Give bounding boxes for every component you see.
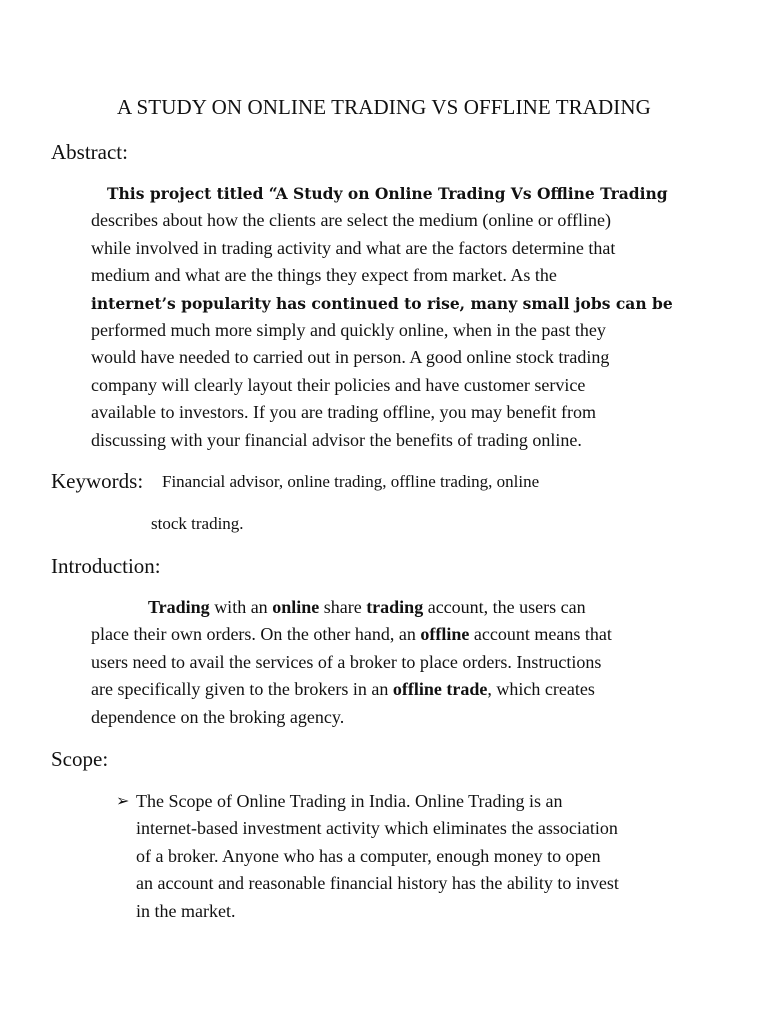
abstract-line (91, 290, 711, 317)
introduction-line-segment: users need to avail the services of a broker to place orders. Instructions (91, 651, 602, 672)
abstract-paragraph (91, 180, 711, 454)
introduction-line (91, 621, 711, 648)
abstract-line-segment: while involved in trading activity and what are the factors determine that (91, 237, 616, 258)
introduction-line (91, 676, 711, 703)
abstract-line-segment: describes about how the clients are select the medium (online or offline) (91, 210, 611, 231)
introduction-line (91, 649, 711, 676)
introduction-line-segment: account means that (469, 624, 612, 645)
scope-bullet-line: The Scope of Online Trading in India. Online Trading is an (136, 791, 563, 811)
introduction-line-segment: trading (366, 597, 424, 617)
scope-bullet-item (116, 788, 696, 925)
abstract-line (91, 235, 711, 262)
introduction-line-segment: offline trade (392, 679, 488, 700)
scope-bullet-line: an account and reasonable financial history has the ability to invest (136, 873, 619, 894)
abstract-line-segment: would have needed to carried out in person. A good online stock trading (91, 347, 610, 368)
abstract-heading: Abstract: (51, 140, 128, 164)
scope-bullet-line: of a broker. Anyone who has a computer, enough money to open (136, 845, 601, 866)
introduction-line-segment: Trading (148, 597, 210, 617)
introduction-heading: Introduction: (51, 554, 161, 578)
introduction-line-segment: online (272, 597, 320, 617)
abstract-line-segment: available to investors. If you are trading offline, you may benefit from (91, 402, 597, 423)
introduction-line-segment: offline (420, 624, 470, 645)
abstract-line-segment: medium and what are the things they expect from market. As the (91, 265, 557, 286)
introduction-line (91, 704, 711, 731)
abstract-line (91, 372, 711, 399)
introduction-paragraph (91, 594, 711, 731)
keywords-heading: Keywords: (51, 469, 144, 493)
abstract-line (91, 427, 711, 454)
scope-bullet-line: internet-based investment activity which eliminates the association (136, 818, 618, 839)
abstract-line-segment: performed much more simply and quickly online, when in the past they (91, 320, 606, 341)
introduction-line-segment: place their own orders. On the other hand, an (91, 624, 421, 645)
abstract-line (91, 317, 711, 344)
introduction-line-segment: with an (209, 597, 273, 617)
introduction-line-segment: , which creates (487, 679, 595, 700)
abstract-line (91, 344, 711, 371)
scope-heading: Scope: (51, 747, 109, 771)
abstract-line (91, 180, 711, 207)
arrow-bullet-icon: ➢ (116, 793, 130, 810)
scope-bullet-list (116, 788, 696, 925)
scope-bullet-line: in the market. (136, 900, 236, 921)
abstract-line (91, 399, 711, 426)
abstract-line (91, 207, 711, 234)
abstract-line-segment: discussing with your financial advisor the benefits of trading online. (91, 429, 582, 450)
abstract-line (91, 262, 711, 289)
document-title: A STUDY ON ONLINE TRADING VS OFFLINE TRADING (117, 95, 651, 119)
introduction-line-segment: dependence on the broking agency. (91, 706, 345, 727)
abstract-line-segment: This project titled “A Study on Online Trading Vs Offline Trading (107, 184, 668, 203)
keywords-text-line-2: stock trading. (151, 514, 244, 533)
abstract-line-segment: company will clearly layout their policies and have customer service (91, 374, 586, 395)
abstract-line-segment: internet’s popularity has continued to rise, many small jobs can be (91, 293, 673, 313)
introduction-line-segment: share (319, 597, 367, 617)
keywords-text-line-1: Financial advisor, online trading, offline trading, online (162, 472, 540, 491)
introduction-line (91, 594, 711, 621)
introduction-line-segment: are specifically given to the brokers in an (91, 679, 393, 700)
introduction-line-segment: account, the users can (423, 597, 586, 617)
